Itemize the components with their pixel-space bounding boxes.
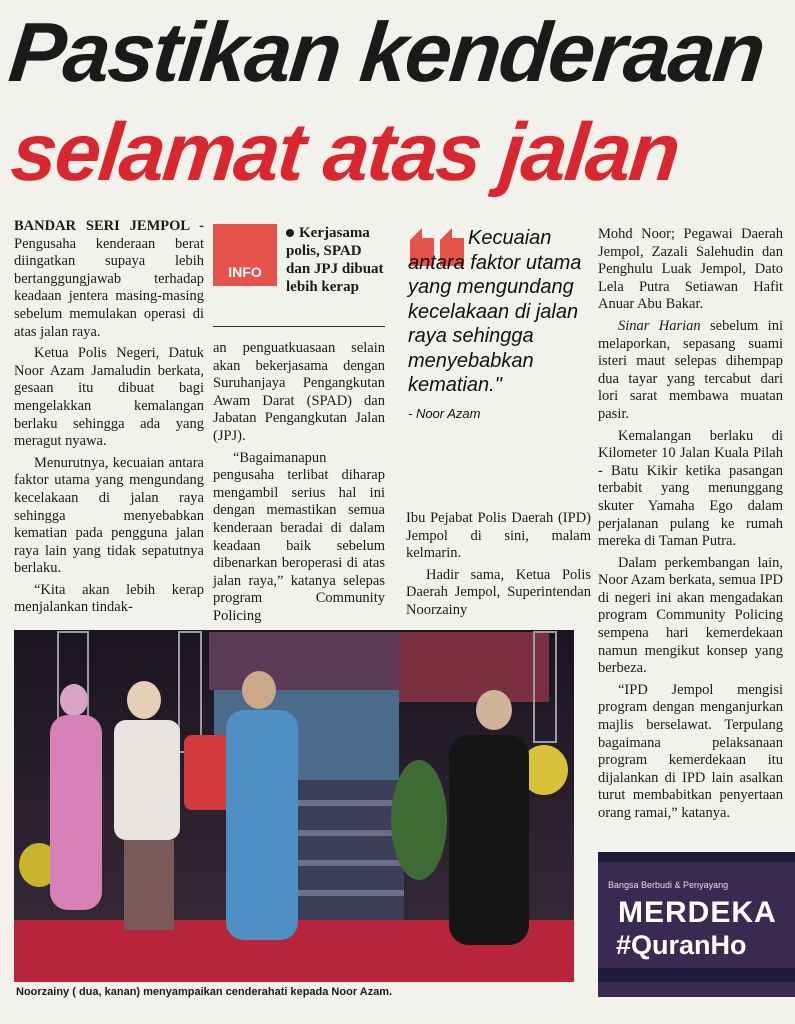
- article-column-1: [14, 218, 204, 618]
- paragraph: Dalam perkembangan lain, Noor Azam berkata, semua IPD di negeri ini akan mengadakan program Community Policing sempena hari kemerdekaan namun mengikut konsep yang berbeza.: [598, 554, 783, 677]
- info-summary-text: Kerjasama polis, SPAD dan JPJ dibuat lebih kerap: [286, 225, 384, 295]
- headline-line-1: Pastikan kenderaan: [5, 5, 769, 99]
- lead-paragraph: [14, 218, 204, 341]
- paragraph: “Bagaimanapun pengusaha terlibat diharap mengambil serius hal ini dengan memastikan semua kenderaan beradai di dalam keadaan baik sebelum dibenarkan beroperasi di atas jalan raya,” katanya selepas program Community Policing: [213, 449, 385, 624]
- event-photo-illustration: [14, 630, 574, 982]
- paragraph: Menurutnya, kecuaian antara faktor utama yang mengundang kecelakaan di jalan raya sehingga menyebabkan kematian pada pengguna jalan raya lain yang tidak sepatutnya berlaku.: [14, 454, 204, 577]
- pull-quote-text: antara faktor utama yang mengundang kecelakaan di jalan raya sehingga menyebabkan kematian.": [408, 251, 582, 396]
- article-column-3: [406, 510, 591, 622]
- paragraph: [598, 318, 783, 424]
- banner-bottom-strip: [598, 968, 795, 982]
- info-summary: [286, 224, 386, 294]
- photo-caption: Noorzainy ( dua, kanan) menyampaikan cenderahati kepada Noor Azam.: [16, 986, 393, 998]
- pull-quote-author: - Noor Azam: [408, 405, 481, 421]
- paragraph: “IPD Jempol mengisi program dengan menganjurkan majlis berselawat. Terpulang bagaimana pelaksanaan program kemerdekaan itu dijalankan di IPD lain asalkan turut membabitkan penyertaan orang ramai,” katanya.: [598, 681, 783, 821]
- article-column-4: [598, 226, 783, 846]
- merdeka-banner: [598, 852, 795, 997]
- banner-title: MERDEKA: [618, 896, 777, 929]
- banner-tagline: Bangsa Berbudi & Penyayang: [608, 880, 729, 890]
- banner-top-strip: [598, 852, 795, 862]
- article-column-2: [213, 340, 385, 624]
- headline-line-2: selamat atas jalan: [7, 107, 683, 198]
- paragraph: Ibu Pejabat Polis Daerah (IPD) Jempol di sini, malam kelmarin.: [406, 510, 591, 562]
- banner-hashtag: #QuranHo: [616, 930, 747, 960]
- pull-quote: [408, 226, 593, 471]
- bullet-icon: [286, 229, 294, 237]
- paragraph: an penguatkuasaan selain akan bekerjasama dengan Suruhanjaya Pengangkutan Awam Darat (SPAD) dan Jabatan Pengangkutan Jalan (JPJ).: [213, 340, 385, 444]
- paragraph-text: sebelum ini melaporkan, sepasang suami isteri maut selepas dihempap dua tayar yang tercabut dari lori sarat membawa muatan pasir.: [598, 317, 783, 422]
- event-photo: [14, 630, 574, 982]
- paragraph: Ketua Polis Negeri, Datuk Noor Azam Jamaludin berkata, gesaan itu dibuat bagi mengelakkan kemalangan berlaku sehingga ada yang meragut nyawa.: [14, 345, 204, 450]
- info-badge: INFO: [213, 224, 277, 286]
- paragraph: “Kita akan lebih kerap menjalankan tindak-: [14, 581, 204, 616]
- pull-quote-first-line: Kecuaian: [468, 227, 552, 249]
- paragraph: Kemalangan berlaku di Kilometer 10 Jalan Kuala Pilah - Batu Kikir ketika pasangan terbabit yang menunggang skuter Yamaha Ego dalam perjalanan pulang ke rumah mereka di Taman Putra.: [598, 427, 783, 550]
- dateline: BANDAR SERI JEMPOL -: [14, 218, 204, 234]
- divider: [213, 326, 385, 327]
- paragraph: Mohd Noor; Pegawai Daerah Jempol, Zazali Salehudin dan Penghulu Luak Jempol, Dato Lela Putra Setiawan Hafit Anuar Abu Bakar.: [598, 226, 783, 313]
- lead-text: Pengusaha kenderaan berat diingatkan supaya lebih bertanggungjawab terhadap keadaan jentera masing-masing sebelum memulakan operasi di atas jalan raya.: [14, 235, 204, 340]
- publication-name: Sinar Harian: [618, 317, 701, 334]
- paragraph: Hadir sama, Ketua Polis Daerah Jempol, Superintendan Noorzainy: [406, 566, 591, 618]
